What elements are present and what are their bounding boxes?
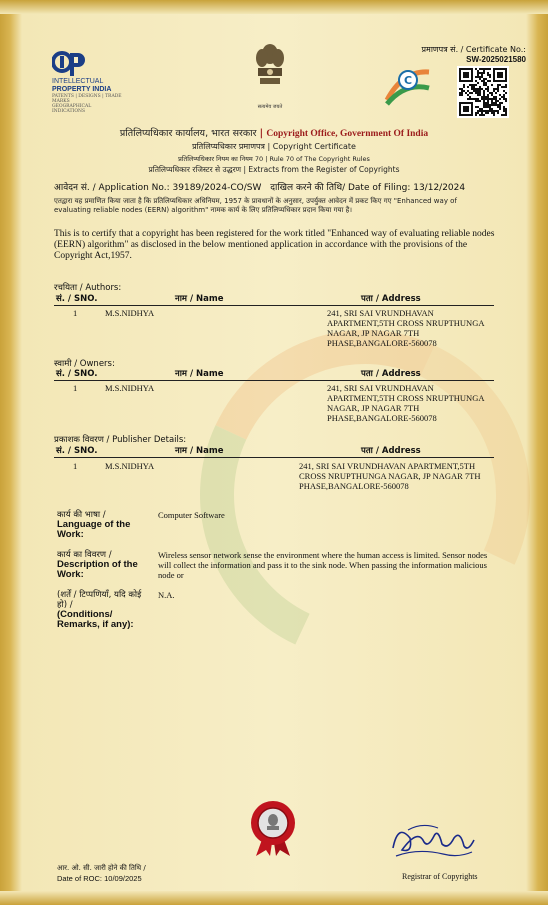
owners-col-sno: सं. / SNO. xyxy=(56,369,98,379)
conditions-label xyxy=(57,590,152,630)
conditions-label-hi: (शर्तें / टिप्पणियाँ, यदि कोई हो) / xyxy=(57,590,142,610)
svg-text:C: C xyxy=(403,74,413,87)
signature-icon xyxy=(388,818,478,866)
registrar-label: Registrar of Copyrights xyxy=(402,872,478,881)
language-label xyxy=(57,510,152,540)
ip-logo-sub1: PATENTS | DESIGNS | TRADE MARKS xyxy=(52,94,122,104)
description-label-en: Description of the Work: xyxy=(57,559,138,580)
conditions-value: N.A. xyxy=(158,590,175,600)
application-row xyxy=(54,180,465,193)
emblem-icon xyxy=(250,40,290,100)
publisher-col-sno: सं. / SNO. xyxy=(56,446,98,456)
publisher-col-name: नाम / Name xyxy=(175,446,224,456)
red-wax-seal xyxy=(248,800,298,850)
author-sno: 1 xyxy=(73,308,78,318)
authors-col-address: पता / Address xyxy=(361,294,421,304)
ip-logo-line2: PROPERTY INDIA xyxy=(52,86,112,93)
qr-code-icon xyxy=(457,66,509,118)
office-hindi: प्रतिलिप्यधिकार कार्यालय, भारत सरकार xyxy=(119,128,257,139)
owner-name: M.S.NIDHYA xyxy=(105,383,155,393)
ip-logo-sub2: GEOGRAPHICAL INDICATIONS xyxy=(52,104,92,114)
application-number: आवेदन सं. / Application No.: 39189/2024-CO/SW xyxy=(54,183,262,193)
authors-col-sno: सं. / SNO. xyxy=(56,294,98,304)
office-heading: प्रतिलिप्यधिकार कार्यालय, भारत सरकार | Copyright Office, Government Of India xyxy=(119,128,429,139)
copyright-office-logo xyxy=(383,60,433,112)
publisher-sno: 1 xyxy=(73,461,78,471)
office-english: Copyright Office, Government Of India xyxy=(266,129,429,139)
intro-english: This is to certify that a copyright has been registered for the work titled "Enhanced way of evaluating reliable nodes (EERN) algorithm" as disclosed in the below mentioned application in accordance with the provisions of the Copyright Act,1957. xyxy=(54,229,495,261)
date-of-roc: Date of ROC: 10/09/2025 xyxy=(57,874,142,883)
description-label xyxy=(57,550,152,580)
emblem-caption: सत्यमेव जयते xyxy=(257,104,283,110)
owner-sno: 1 xyxy=(73,383,78,393)
conditions-label-en: (Conditions/ Remarks, if any): xyxy=(57,609,134,630)
intro-hindi: एतद्वारा यह प्रमाणित किया जाता है कि प्रतिलिप्यधिकार अधिनियम, 1957 के प्रावधानों के अनुसार, उपर्युक्त आवेदन में प्रकट किए गए "Enhanced way of evaluating reliable nodes (EERN) algorithm" नामक कार्य के लिए प्रतिलिप्यधिकार प्रदान किया गया है। xyxy=(54,197,457,214)
description-value: Wireless sensor network sense the environment where the human access is limited. Sensor nodes will collect the information and pass it to the sink node. When passing the information malicious node or xyxy=(158,550,488,580)
owners-title: स्वामी / Owners: xyxy=(54,359,115,369)
ip-india-logo xyxy=(52,48,122,114)
language-label-en: Language of the Work: xyxy=(57,519,131,540)
authors-col-name: नाम / Name xyxy=(175,294,224,304)
publisher-title: प्रकाशक विवरण / Publisher Details: xyxy=(54,435,187,445)
publisher-rule xyxy=(54,457,494,458)
owners-col-address: पता / Address xyxy=(361,369,421,379)
copyright-c-icon xyxy=(383,60,433,110)
owner-address: 241, SRI SAI VRUNDHAVAN APARTMENT,5TH CROSS NRUPTHUNGA NAGAR, JP NAGAR 7TH PHASE,BANGALORE-560078 xyxy=(327,383,485,423)
seal-icon xyxy=(248,800,298,856)
owners-col-name: नाम / Name xyxy=(175,369,224,379)
publisher-address: 241, SRI SAI VRUNDHAVAN APARTMENT,5TH CROSS NRUPTHUNGA NAGAR, JP NAGAR 7TH PHASE,BANGALORE-560078 xyxy=(299,461,481,491)
date-of-filing: दाखिल करने की तिथि/ Date of Filing: 13/12/2024 xyxy=(270,183,466,193)
certificate-number: SW-2025021580 xyxy=(466,55,526,64)
author-name: M.S.NIDHYA xyxy=(105,308,155,318)
registrar-signature xyxy=(388,818,478,866)
language-value: Computer Software xyxy=(158,510,225,520)
description-label-hi: कार्य का विवरण / xyxy=(57,550,112,560)
rule-line: प्रतिलिप्यधिकार नियम का नियम 70 | Rule 70 of The Copyright Rules xyxy=(178,155,370,163)
language-label-hi: कार्य की भाषा / xyxy=(57,510,106,520)
qr-code xyxy=(457,66,509,118)
author-address: 241, SRI SAI VRUNDHAVAN APARTMENT,5TH CROSS NRUPTHUNGA NAGAR, JP NAGAR 7TH PHASE,BANGALORE-560078 xyxy=(327,308,485,348)
ip-logo-icon xyxy=(52,48,86,78)
certificate-number-label: प्रमाणपत्र सं. / Certificate No.: xyxy=(421,45,526,54)
date-of-roc-label: आर. ओ. सी. जारी होने की तिथि / xyxy=(57,864,146,872)
publisher-col-address: पता / Address xyxy=(361,446,421,456)
extract-line: प्रतिलिप्यधिकार रजिस्टर से उद्धरण | Extracts from the Register of Copyrights xyxy=(148,165,400,174)
ip-logo-line1: INTELLECTUAL xyxy=(52,78,104,85)
authors-title: रचयिता / Authors: xyxy=(54,283,122,293)
certificate-title: प्रतिलिप्यधिकार प्रमाणपत्र | Copyright Certificate xyxy=(192,142,356,151)
authors-rule xyxy=(54,305,494,306)
owners-rule xyxy=(54,380,494,381)
publisher-name: M.S.NIDHYA xyxy=(105,461,155,471)
national-emblem xyxy=(250,40,290,110)
